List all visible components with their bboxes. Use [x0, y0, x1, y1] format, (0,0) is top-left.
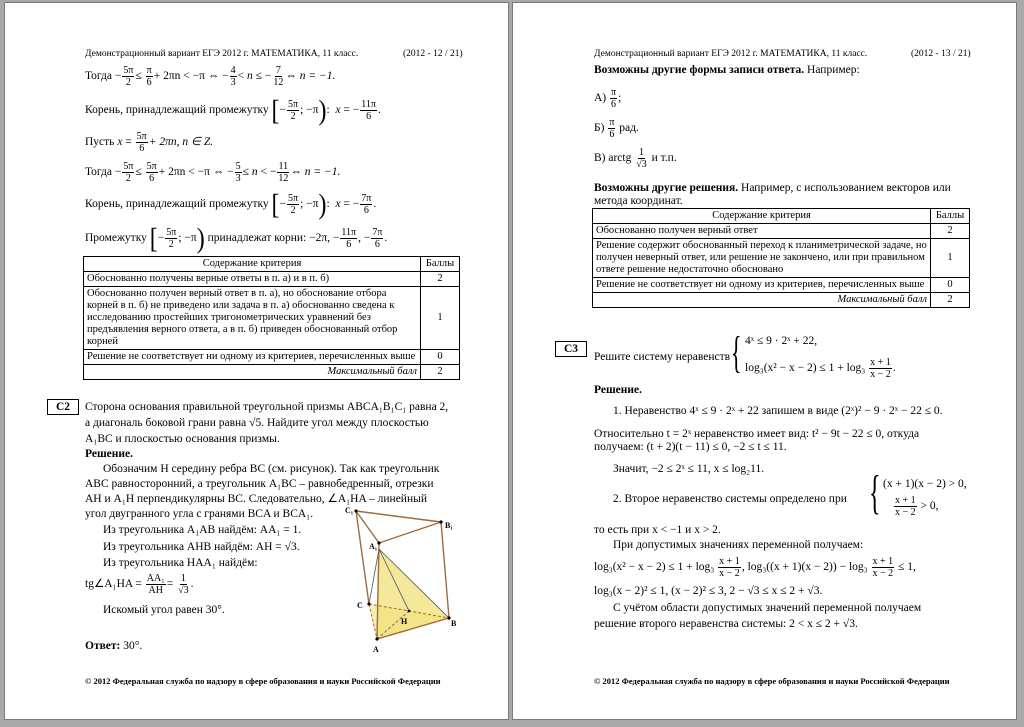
table-row	[593, 278, 970, 293]
max-score: 2	[421, 365, 460, 380]
sol-line: Искомый угол равен 30°.	[103, 604, 225, 616]
table-header-content: Содержание критерия	[593, 209, 931, 224]
sol-step: решение второго неравенства системы: 2 < x ≤ 2 + √3.	[594, 618, 858, 630]
page-header-right: (2012 - 13 / 21)	[911, 49, 971, 59]
root-line-2: Корень, принадлежащий промежутку [− $\frac{5\pi}{2}$ ; −π): x = − $\frac{7\pi}{6}$ .	[85, 188, 377, 221]
line-lead: Тогда	[85, 70, 113, 83]
criterion-score: 1	[421, 287, 460, 350]
table-row-max	[593, 293, 970, 308]
other-sol-line	[594, 181, 951, 195]
pust-rest: + 2πn, n ∈ Z.	[148, 136, 214, 149]
label-b1: B₁	[445, 521, 453, 530]
table-row	[84, 350, 460, 365]
option-label: В) arctg	[594, 152, 632, 165]
criterion-score: 0	[931, 278, 970, 293]
root-label: Корень, принадлежащий промежутку	[85, 198, 269, 211]
section-fill	[377, 549, 449, 639]
criteria-table	[592, 208, 970, 308]
sol-step: Относительно t = 2ˣ неравенство имеет вид: t² − 9t − 22 ≤ 0, откуда	[594, 428, 920, 440]
task-text-2: а диагональ боковой грани равна √5. Найдите угол между плоскостью	[85, 417, 429, 429]
sol-line: ABC равносторонний, а треугольник A₁BC – равнобедренный, отрезки	[85, 478, 434, 490]
criterion-score: 0	[421, 350, 460, 365]
answer-label: Ответ:	[85, 640, 121, 652]
task-text: Решите систему неравенств	[594, 351, 731, 363]
sol-line: Из треугольника AHB найдём: AH = √3.	[103, 541, 300, 553]
sol-step: log₃(x − 2)² ≤ 1, (x − 2)² ≤ 3, 2 − √3 ≤ x ≤ 2 + √3.	[594, 585, 823, 597]
system-line-2: log₃(x² − x − 2) ≤ 1 + log₃ $\frac{x + 1}{x - 2}$ .	[745, 357, 896, 380]
line-rest: n = −1.	[304, 166, 341, 179]
system-brace: {	[731, 328, 742, 377]
other-sol-rest: Например, с использованием векторов или	[741, 182, 951, 194]
sol-line: угол двугранного угла с гранями BCA и BCA₁.	[85, 508, 314, 520]
system-line-2-text: log₃(x² − x − 2) ≤ 1 + log₃	[745, 362, 866, 375]
max-label: Максимальный балл	[593, 293, 931, 308]
table-header-score: Баллы	[931, 209, 970, 224]
option-b: Б) $\frac{\pi}{6}$ рад.	[594, 117, 639, 140]
math-line-3: Тогда − $\frac{5\pi}{2}$ ≤ $\frac{5\pi}{6}$ + 2πn < −π ⇔ − $\frac{5}{3}$ ≤ n < − $\frac{11}{12}$ ⇔ n = −1.	[85, 161, 341, 184]
table-row	[84, 287, 460, 350]
sol-step: то есть при x < −1 и x > 2.	[594, 524, 721, 536]
criteria-table	[83, 256, 460, 380]
sol-step-log: log₃(x² − x − 2) ≤ 1 + log₃ $\frac{x + 1}{x - 2}$ , log₃((x + 1)(x − 2)) − log₃ $\frac{x + 1}{x - 2}$ ≤ 1,	[594, 556, 916, 579]
task-tag-c2: С2	[47, 399, 79, 415]
task-tag-c3: С3	[555, 341, 587, 357]
root-line-1: Корень, принадлежащий промежутку [− $\frac{5\pi}{2}$ ; −π): x = − $\frac{11\pi}{6}$ .	[85, 94, 381, 127]
root-label: Корень, принадлежащий промежутку	[85, 104, 269, 117]
sol-step: 2. Второе неравенство системы определено при	[613, 493, 847, 505]
domain-line-2: $\frac{x + 1}{x - 2}$ > 0,	[895, 495, 939, 518]
domain-line-1: (x + 1)(x − 2) > 0,	[883, 478, 967, 490]
table-row	[593, 224, 970, 239]
criterion-score: 2	[421, 272, 460, 287]
other-forms-line	[594, 63, 860, 77]
system-line-1: 4ˣ ≤ 9 · 2ˣ + 22,	[745, 335, 818, 347]
task-text-3: A₁BC и плоскостью основания призмы.	[85, 433, 280, 445]
criterion-score: 1	[931, 239, 970, 278]
label-h: H	[401, 617, 408, 626]
solution-label: Решение.	[594, 384, 643, 396]
sol-step: получаем: (t + 2)(t − 11) ≤ 0, −2 ≤ t ≤ 11.	[594, 441, 787, 453]
criterion-text: Решение не соответствует ни одному из критериев, перечисленных выше	[593, 278, 931, 293]
interval-line: Промежутку [− $\frac{5\pi}{2}$ ; −π) принадлежат корни: −2π, − $\frac{11\pi}{6}$ , − $\frac{7\pi}{6}$ .	[85, 222, 388, 255]
domain-brace: {	[869, 466, 881, 519]
page-footer: © 2012 Федеральная служба по надзору в сфере образования и науки Российской Федерации	[85, 676, 441, 686]
table-row	[84, 272, 460, 287]
sol-line: Из треугольника HAA₁ найдём:	[103, 557, 258, 569]
line-lead: Тогда	[85, 166, 113, 179]
table-header-content: Содержание критерия	[84, 257, 421, 272]
log-part-1: log₃(x² − x − 2) ≤ 1 + log₃	[594, 561, 715, 574]
sol-step: Значит, −2 ≤ 2ˣ ≤ 11, x ≤ log₂11.	[613, 463, 765, 475]
math-line-1: Тогда − $\frac{5\pi}{2}$ ≤ $\frac{\pi}{6}$ + 2πn < −π ⇔ − $\frac{4}{3}$ < n ≤ − $\frac{7}{12}$ ⇔ n = −1.	[85, 65, 336, 88]
solution-label: Решение.	[85, 448, 134, 460]
table-row	[593, 239, 970, 278]
option-label: А)	[594, 92, 607, 105]
other-forms-bold: Возможны другие формы записи ответа.	[594, 64, 805, 76]
criterion-score: 2	[931, 224, 970, 239]
sol-step: 1. Неравенство 4ˣ ≤ 9 · 2ˣ + 22 запишем в виде (2ˣ)² − 9 · 2ˣ − 22 ≤ 0.	[613, 405, 943, 417]
interval-label: Промежутку	[85, 232, 147, 245]
option-c: В) arctg $\frac{1}{√3}$ и т.п.	[594, 147, 677, 170]
option-unit: рад.	[619, 122, 639, 135]
label-a: A	[373, 645, 379, 654]
criterion-text: Решение не соответствует ни одному из критериев, перечисленных выше	[84, 350, 421, 365]
max-score: 2	[931, 293, 970, 308]
sol-line: Из треугольника A₁AB найдём: AA₁ = 1.	[103, 524, 302, 536]
criterion-text: Обоснованно получен верный ответ в п. а), но обоснование отбора корней в п. б) не приведено или задача в п. а) обоснованно сведена к исследованию простейших тригонометрических уравнений без предъявления верного ответа, а в п. б) приведен обоснованный отбор корней	[84, 287, 421, 350]
page-right	[512, 2, 1017, 720]
pust-line: Пусть x = $\frac{5\pi}{6}$ + 2πn, n ∈ Z.	[85, 131, 214, 154]
page-header-right: (2012 - 12 / 21)	[403, 49, 463, 59]
pust-label: Пусть	[85, 136, 115, 149]
task-text-1: Сторона основания правильной треугольной призмы ABCA₁B₁C₁ равна 2,	[85, 401, 449, 413]
label-c1: C₁	[345, 506, 354, 515]
log-part-3: ≤ 1,	[898, 561, 916, 574]
page-footer: © 2012 Федеральная служба по надзору в сфере образования и науки Российской Федерации	[594, 676, 950, 686]
option-a: А) $\frac{\pi}{6}$ ;	[594, 87, 622, 110]
interval-rest: принадлежат корни:	[207, 232, 307, 245]
table-row-max	[84, 365, 460, 380]
log-part-2: , log₃((x + 1)(x − 2)) − log₃	[741, 561, 868, 574]
tg-line: tg∠A₁HA = $\frac{\text{AA₁}}{AH}$ = $\frac{1}{√3}$ .	[85, 573, 194, 596]
criterion-text: Решение содержит обоснованный переход к планиметрической задаче, но получен неверный ответ, или решение не закончено, или при правильном ответе решение недостаточно обосновано	[593, 239, 931, 278]
label-c: C	[357, 601, 363, 610]
criterion-text: Обоснованно получен верный ответ	[593, 224, 931, 239]
sol-step: При допустимых значениях переменной получаем:	[613, 539, 864, 551]
answer-value: 30°.	[123, 640, 143, 652]
page-header-left: Демонстрационный вариант ЕГЭ 2012 г. МАТЕМАТИКА, 11 класс.	[594, 49, 868, 59]
page-left	[4, 2, 509, 720]
domain-line-2-text: > 0,	[920, 500, 939, 513]
sol-step: С учётом области допустимых значений переменной получаем	[613, 602, 922, 614]
other-sol-line-2: метода координат.	[594, 195, 683, 207]
other-sol-bold: Возможны другие решения.	[594, 182, 739, 194]
option-label: Б)	[594, 122, 605, 135]
answer-line	[85, 639, 142, 653]
option-rest: и т.п.	[651, 152, 677, 165]
table-header-score: Баллы	[421, 257, 460, 272]
criterion-text: Обоснованно получены верные ответы в п. а) и в п. б)	[84, 272, 421, 287]
tg-label: tg∠A₁HA =	[85, 578, 142, 591]
label-a1: A₁	[369, 542, 378, 551]
sol-line: AH и A₁H перпендикулярны BC. Следовательно, ∠A₁HA – линейный	[85, 493, 427, 505]
page-header-left: Демонстрационный вариант ЕГЭ 2012 г. МАТЕМАТИКА, 11 класс.	[85, 49, 359, 59]
sol-line: Обозначим H середину ребра BC (см. рисунок). Так как треугольник	[103, 463, 440, 475]
prism-figure	[341, 501, 471, 657]
other-forms-rest: Например:	[807, 64, 860, 76]
label-b: B	[451, 619, 457, 628]
line-rest: n = −1.	[299, 70, 336, 83]
max-label: Максимальный балл	[84, 365, 421, 380]
